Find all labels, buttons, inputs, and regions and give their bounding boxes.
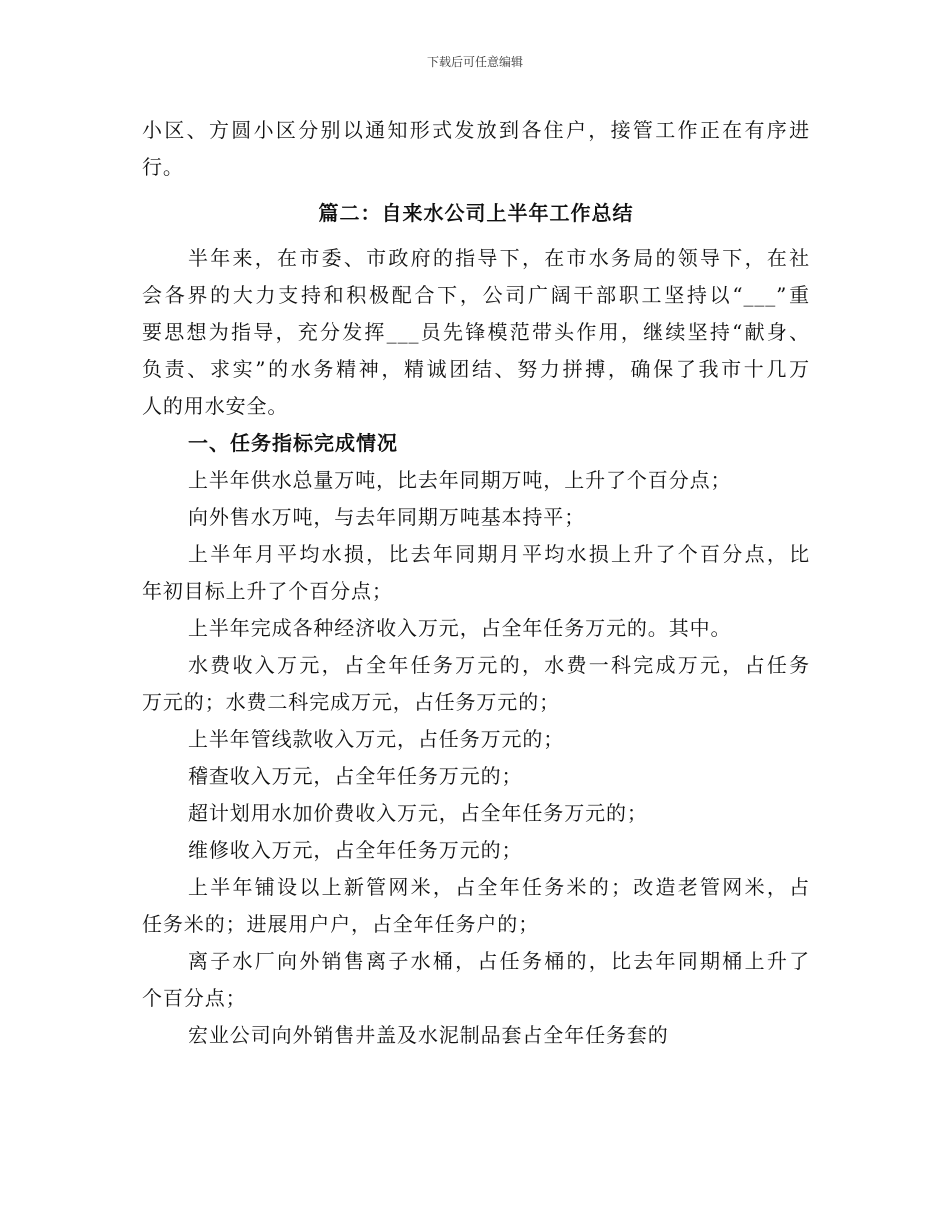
page-header: 下载后可任意编辑 — [426, 55, 523, 69]
item-line: 上半年管线款收入万元，占任务万元的； — [188, 727, 565, 751]
item-line: 上半年完成各种经济收入万元，占全年任务万元的。其中。 — [188, 616, 732, 640]
paragraph-line-4: 负责、求实”的水务精神，精诚团结、努力拼搏，确保了我市十几万 — [142, 357, 810, 381]
paragraph-line-3: 要思想为指导，充分发挥___员先锋模范带头作用，继续坚持“献身、 — [142, 320, 810, 344]
intro-line-1: 小区、方圆小区分别以通知形式发放到各住户，接管工作正在有序进 — [142, 118, 810, 142]
item-line: 维修收入万元，占全年任务万元的； — [188, 838, 523, 862]
item-line: 上半年月平均水损，比去年同期月平均水损上升了个百分点，比 — [188, 542, 810, 566]
item-line: 稽查收入万元，占全年任务万元的； — [188, 764, 523, 788]
item-line: 宏业公司向外销售井盖及水泥制品套占全年任务套的 — [188, 1023, 669, 1047]
paragraph-line-2: 会各界的大力支持和积极配合下，公司广阔干部职工坚持以“___”重 — [142, 283, 810, 307]
intro-line-2: 行。 — [142, 155, 184, 179]
document-body — [142, 112, 810, 1054]
item-line: 万元的；水费二科完成万元，占任务万元的； — [142, 690, 560, 714]
item-line: 水费收入万元，占全年任务万元的，水费一科完成万元，占任务 — [188, 653, 810, 677]
item-line: 个百分点； — [142, 986, 247, 1010]
item-line: 超计划用水加价费收入万元，占全年任务万元的； — [188, 801, 648, 825]
item-line: 向外售水万吨，与去年同期万吨基本持平； — [188, 505, 586, 529]
item-line: 离子水厂向外销售离子水桶，占任务桶的，比去年同期桶上升了 — [188, 949, 810, 973]
item-line: 上半年铺设以上新管网米，占全年任务米的；改造老管网米，占 — [188, 875, 810, 899]
subheading: 一、任务指标完成情况 — [188, 431, 398, 455]
item-line: 年初目标上升了个百分点； — [142, 579, 393, 603]
item-line: 任务米的；进展用户户，占全年任务户的； — [142, 912, 540, 936]
section-title: 篇二：自来水公司上半年工作总结 — [318, 201, 634, 225]
paragraph-line-5: 人的用水安全。 — [142, 394, 289, 418]
item-line: 上半年供水总量万吨，比去年同期万吨，上升了个百分点； — [188, 468, 732, 492]
paragraph-line-1: 半年来，在市委、市政府的指导下，在市水务局的领导下，在社 — [188, 246, 810, 270]
